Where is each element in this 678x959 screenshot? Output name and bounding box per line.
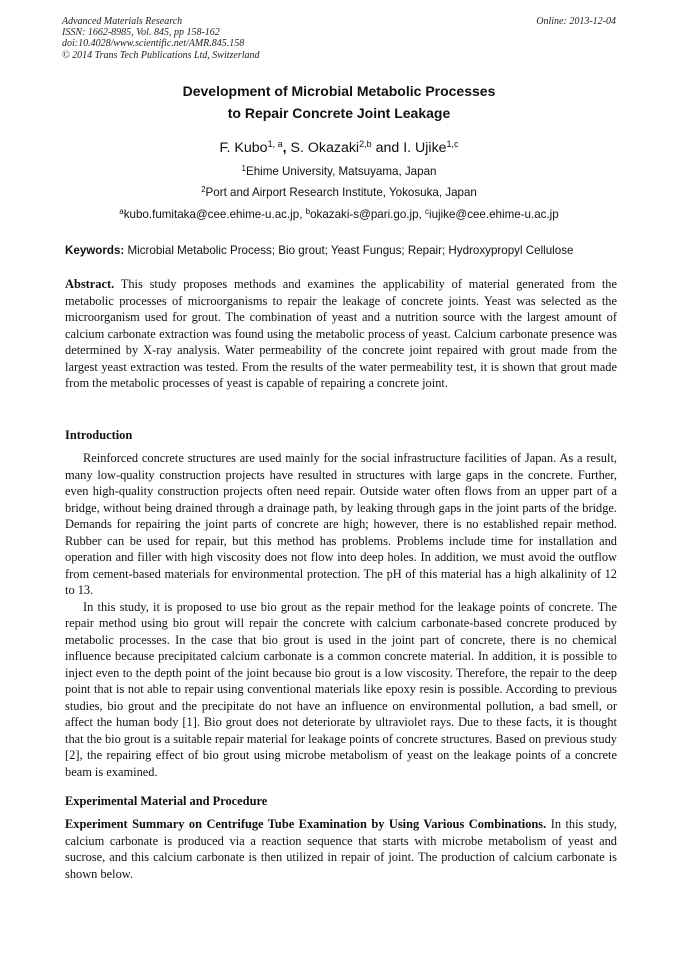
experiment-summary: [65, 816, 617, 882]
paper-title: [0, 80, 678, 124]
affiliation-1-text: Ehime University, Matsuyama, Japan: [245, 165, 437, 178]
journal-issn: ISSN: 1662-8985, Vol. 845, pp 158-162: [62, 27, 220, 39]
keywords-text: Microbial Metabolic Process; Bio grout; Yeast Fungus; Repair; Hydroxypropyl Cellulose: [127, 244, 574, 257]
online-date: Online: 2013-12-04: [536, 16, 616, 27]
author-list: F. Kubo$^{1, a}$, S. Okazaki$^{2,b}$ and I. Ujike$^{1,c}$: [219, 139, 459, 156]
author-1: F. Kubo: [219, 140, 268, 156]
email-c-sup: c: [425, 207, 429, 216]
affiliation-2: [0, 185, 678, 199]
author-1-sup: 1, a: [267, 139, 283, 149]
author-joiner: and: [375, 140, 400, 156]
email-c[interactable]: iujike@cee.ehime-u.ac.jp: [429, 208, 559, 221]
experiment-summary-text: In this study, calcium carbonate is produced via a reaction sequence that starts with microbe metabolism of yeast and sucrose, and this calcium carbonate is then utilized in repair of joint. The production of calcium carbonate is shown below.: [65, 817, 617, 881]
author-3: I. Ujike: [403, 140, 447, 156]
affiliation-2-text: Port and Airport Research Institute, Yokosuka, Japan: [205, 186, 477, 199]
journal-doi: doi:10.4028/www.scientific.net/AMR.845.158: [62, 38, 245, 50]
affiliation-2-sup: 2: [201, 185, 206, 194]
email-a[interactable]: kubo.fumitaka@cee.ehime-u.ac.jp,: [123, 208, 303, 221]
journal-header: [62, 16, 260, 61]
abstract-label: Abstract.: [65, 277, 115, 291]
affiliation-1-sup: 1: [241, 164, 246, 173]
experiment-summary-label: Experiment Summary on Centrifuge Tube Examination by Using Various Combinations.: [65, 817, 547, 831]
email-b-sup: b: [305, 207, 311, 216]
experimental-heading: Experimental Material and Procedure: [65, 794, 268, 808]
intro-paragraph-2: In this study, it is proposed to use bio grout as the repair method for the leakage points of concrete. The repair method using bio grout will repair the concrete with calcium carbonate-based concrete produced by metabolic processes. In the case that bio grout is used in the joint part of concrete, there is no chemical influence because precipitated calcium carbonate is a common concrete material. In addition, it is possible to inject even to the depth point of the joint because bio grout is a low viscosity. Therefore, the repair to the deep point that is not able to repair using conventional materials like epoxy resin is possible. According to previous studies, bio grout and the precipitate do not have an influence on environmental pollution, a bad smell, or affect the human body [1]. Bio grout does not deteriorate by ultraviolet rays. Due to these facts, it is thought that the bio grout is a suitable repair material for leakage points of concrete structures. Based on previous study [2], the repairing effect of bio grout using microbe metabolism of yeast on the leakage points of a concrete beam is examined.: [65, 599, 617, 779]
email-a-sup: a: [119, 207, 124, 216]
title-line-2: to Repair Concrete Joint Leakage: [227, 105, 451, 121]
abstract: [65, 276, 617, 392]
author-2-sup: 2,b: [359, 139, 372, 149]
introduction-heading: Introduction: [65, 428, 133, 442]
email-b[interactable]: okazaki-s@pari.go.jp,: [310, 208, 422, 221]
author-3-sup: 1,c: [446, 139, 459, 149]
journal-name: Advanced Materials Research: [62, 16, 183, 27]
title-line-1: Development of Microbial Metabolic Processes: [182, 83, 496, 99]
introduction-body: [65, 450, 617, 780]
email-line: [0, 207, 678, 221]
journal-copyright: © 2014 Trans Tech Publications Ltd, Switzerland: [62, 49, 260, 61]
affiliation-1: [0, 164, 678, 178]
abstract-text: This study proposes methods and examines the applicability of material generated from the metabolic processes of microorganisms to repair the leakage of concrete joints. Yeast was selected as the microorganism used for grout. The combination of yeast and a nutrition source with the largest amount of calcium carbonate extraction was found using the metabolic process of yeast. Calcium carbonate presence was determined by X-ray analysis. Water permeability of the concrete joint repaired with grout made from the largest yeast extraction was tested. From the results of the water permeability test, it is shown that grout made from the metabolic processes of yeast is capable of repairing a concrete joint.: [65, 277, 618, 390]
keywords: [65, 244, 617, 257]
author-2: S. Okazaki: [290, 140, 360, 156]
keywords-label: Keywords:: [65, 244, 125, 257]
intro-paragraph-1: Reinforced concrete structures are used mainly for the social infrastructure facilities of Japan. As a result, many low-quality construction projects have resulted in structures with large gaps in the concrete. Further, even high-quality construction projects often need repair. Outside water often flows from an upper part of a bridge, without being drained through a drainage path, by leaking through gaps in the joint parts of the bridge. Demands for repairing the joint parts of concrete are high; however, there is no established repair method. Rubber can be used for repair, but this method has problems. Problems include time for installation and operation and filler with high viscosity does not flow into deep holes. In addition, we must avoid the outflow from cement-based materials for environmental protection. The pH of this material has a high alkalinity of 12 to 13.: [65, 451, 617, 597]
